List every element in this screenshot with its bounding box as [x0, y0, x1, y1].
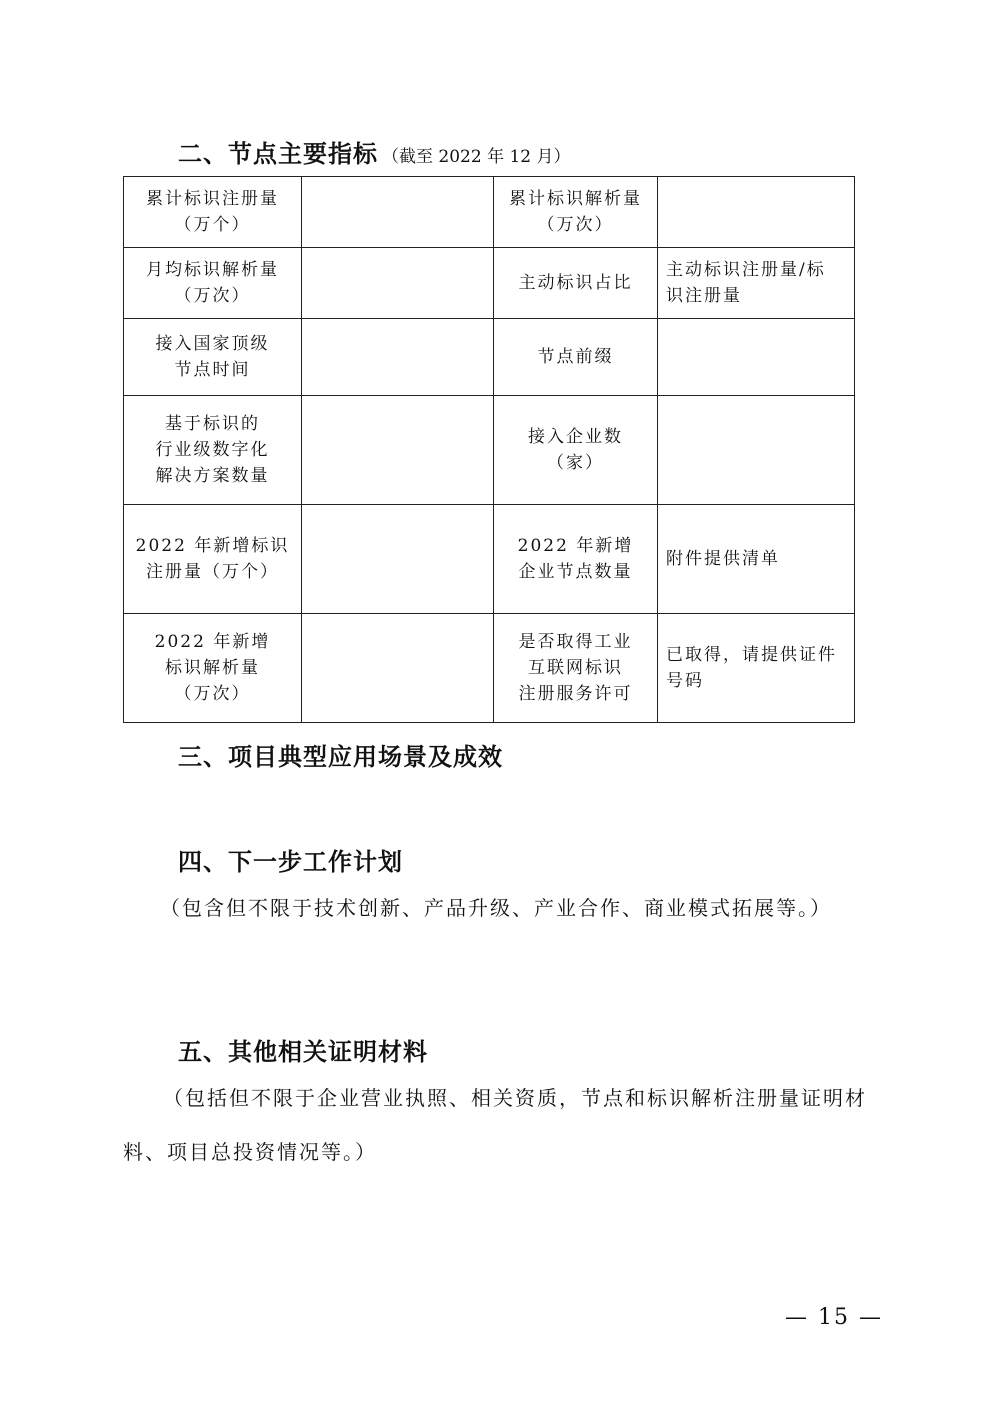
cell-text-line: 互联网标识	[528, 658, 623, 678]
indicator-label	[494, 614, 658, 723]
cell-text-line: （万次）	[174, 286, 251, 306]
indicator-label	[494, 248, 658, 319]
table-row	[124, 505, 855, 614]
table-row	[124, 614, 855, 723]
indicator-label	[494, 177, 658, 248]
indicator-value-cell	[302, 177, 494, 248]
table-row	[124, 177, 855, 248]
table-row	[124, 319, 855, 396]
section-4-description: （包含但不限于技术创新、产品升级、产业合作、商业模式拓展等。）	[160, 896, 832, 920]
cell-text-line: 累计标识解析量	[509, 189, 642, 209]
section-2-title: 二、节点主要指标	[178, 140, 378, 168]
indicator-value-cell	[658, 614, 855, 723]
cell-text-line: （万次）	[174, 684, 251, 704]
cell-text-line: 号码	[666, 671, 704, 691]
cell-text-line: 解决方案数量	[155, 466, 270, 486]
indicator-label	[124, 319, 302, 396]
cell-text-line: （万个）	[174, 215, 251, 235]
node-indicator-table	[123, 176, 855, 723]
cell-text-line: 注册服务许可	[518, 684, 633, 704]
cell-text-line: 2022 年新增	[154, 632, 271, 652]
cell-text-line: （万次）	[537, 215, 614, 235]
cell-text-line: 已取得，请提供证件	[666, 645, 837, 665]
indicator-value-cell	[658, 319, 855, 396]
indicator-label	[494, 505, 658, 614]
page-number: — 15 —	[785, 1305, 883, 1330]
cell-text-line: 主动标识占比	[518, 273, 633, 293]
section-4-title: 四、下一步工作计划	[178, 848, 403, 876]
indicator-label	[494, 319, 658, 396]
cell-text-line: 识注册量	[666, 286, 742, 306]
cell-text-line: 节点时间	[174, 360, 251, 380]
table-row	[124, 248, 855, 319]
cell-text-line: 企业节点数量	[518, 562, 633, 582]
indicator-label	[124, 614, 302, 723]
cell-text-line: 接入企业数	[528, 427, 623, 447]
indicator-label	[494, 396, 658, 505]
section-2-heading	[178, 134, 571, 169]
cell-text-line: 是否取得工业	[518, 632, 633, 652]
cell-text-line: 主动标识注册量/标	[666, 260, 826, 280]
indicator-label	[124, 177, 302, 248]
indicator-label	[124, 248, 302, 319]
indicator-value-cell	[658, 396, 855, 505]
cell-text-line: 2022 年新增标识	[135, 536, 290, 556]
cell-text-line: （家）	[547, 453, 604, 473]
cell-text-line: 累计标识注册量	[146, 189, 279, 209]
section-3-title: 三、项目典型应用场景及成效	[178, 743, 503, 771]
cell-text-line: 节点前缀	[537, 347, 614, 367]
section-5-title: 五、其他相关证明材料	[178, 1038, 428, 1066]
cell-text-line: 接入国家顶级	[155, 334, 270, 354]
indicator-value-cell	[302, 614, 494, 723]
cell-text-line: 标识解析量	[165, 658, 260, 678]
indicator-value-cell	[658, 248, 855, 319]
indicator-value-cell	[302, 248, 494, 319]
table-row	[124, 396, 855, 505]
cell-text-line: 注册量（万个）	[146, 562, 279, 582]
indicator-label	[124, 396, 302, 505]
cell-text-line: 2022 年新增	[517, 536, 634, 556]
cell-text-line: 行业级数字化	[155, 440, 270, 460]
indicator-value-cell	[302, 396, 494, 505]
indicator-value-cell	[302, 319, 494, 396]
cell-text-line: 基于标识的	[165, 414, 260, 434]
section-2-note: （截至 2022 年 12 月）	[382, 147, 571, 167]
indicator-label	[124, 505, 302, 614]
indicator-value-cell	[658, 177, 855, 248]
cell-text-line: 附件提供清单	[666, 549, 780, 569]
indicator-value-cell	[302, 505, 494, 614]
cell-text-line: 月均标识解析量	[146, 260, 279, 280]
indicator-value-cell	[658, 505, 855, 614]
section-5-description: （包括但不限于企业营业执照、相关资质，节点和标识解析注册量证明材料、项目总投资情况等。）	[123, 1086, 867, 1164]
